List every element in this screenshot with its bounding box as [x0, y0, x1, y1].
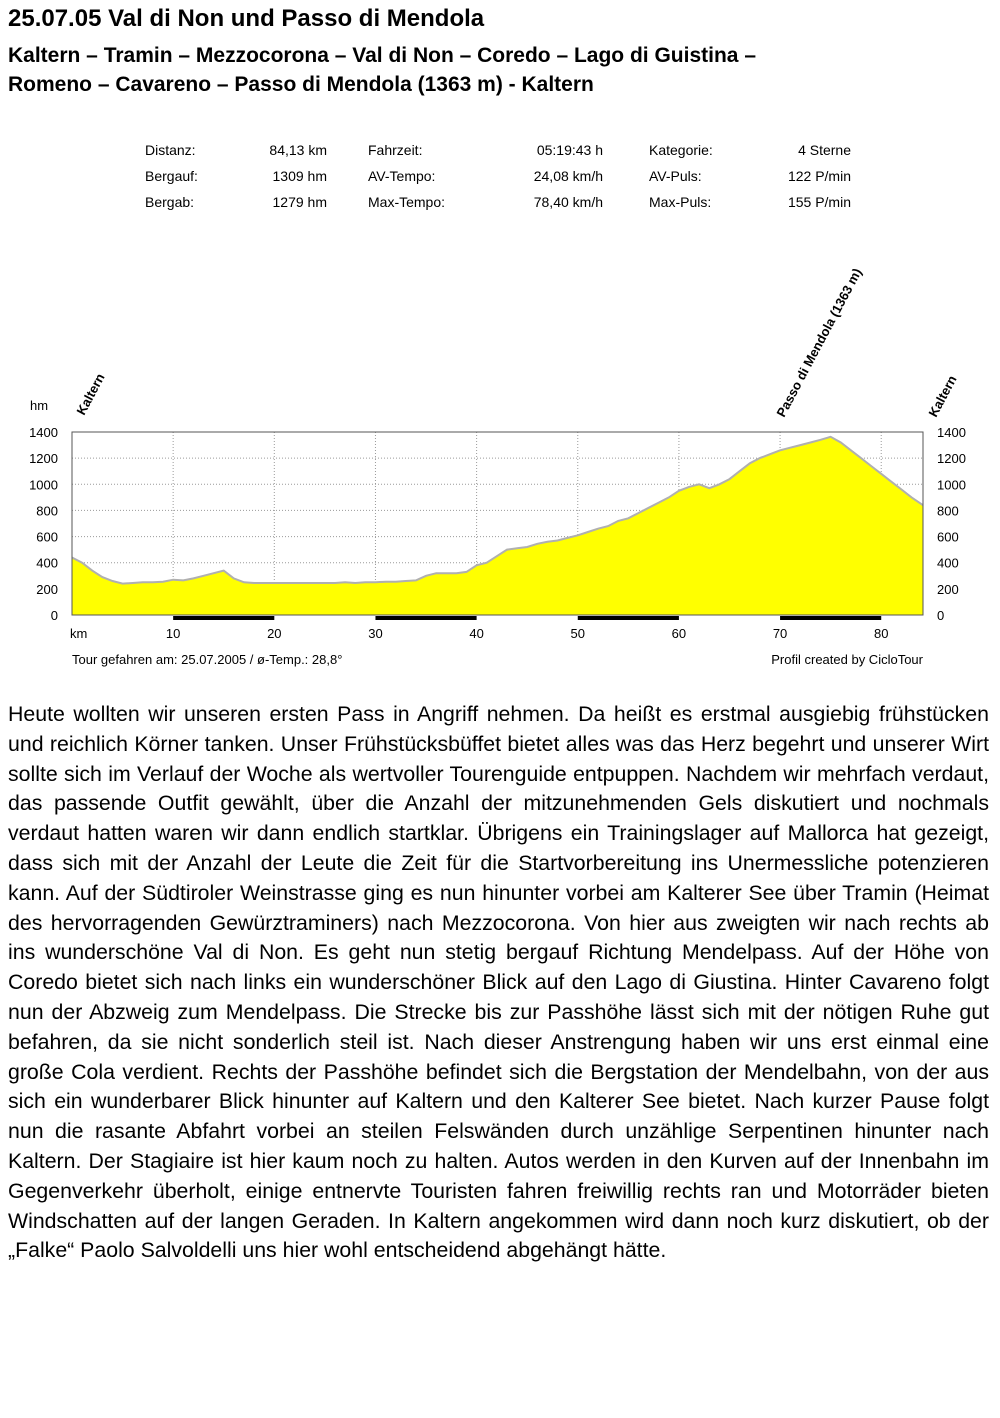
stat-label: AV-Tempo: [368, 168, 436, 184]
y-tick-label-left: 400 [36, 555, 58, 571]
stat-value: 84,13 km [269, 142, 327, 158]
stat-value: 78,40 km/h [533, 194, 603, 210]
place-label: Kaltern [925, 372, 960, 420]
x-tick-label: 20 [267, 626, 282, 641]
x-axis-unit: km [70, 626, 88, 641]
stat-label: Distanz: [145, 142, 196, 158]
y-tick-label-left: 1000 [29, 477, 58, 493]
stat-value: 1279 hm [272, 194, 327, 210]
stat-value: 24,08 km/h [533, 168, 603, 184]
stat-label: Bergauf: [145, 168, 198, 184]
stat-value: 4 Sterne [798, 142, 851, 158]
stat-value: 05:19:43 h [536, 142, 603, 158]
y-tick-label-left: 800 [36, 503, 58, 519]
y-tick-label-right: 1200 [937, 451, 966, 467]
y-tick-label-left: 1400 [29, 425, 58, 440]
elevation-profile-chart [0, 120, 1000, 680]
stat-label: Max-Puls: [649, 194, 712, 210]
x-tick-label: 70 [772, 626, 788, 641]
y-tick-label-left: 200 [36, 581, 58, 597]
x-tick-label: 40 [469, 626, 484, 641]
stat-label: AV-Puls: [649, 168, 702, 184]
stat-value: 122 P/min [787, 168, 851, 184]
y-tick-label-left: 1200 [29, 451, 58, 467]
tour-stats [145, 142, 851, 210]
stat-value: 155 P/min [787, 194, 851, 210]
y-axis-unit: hm [30, 398, 49, 413]
elevation-area [72, 437, 923, 615]
y-tick-label-right: 800 [937, 503, 959, 519]
stat-value: 1309 hm [272, 168, 327, 184]
distance-ruler-block [173, 616, 274, 620]
y-tick-label-right: 600 [937, 529, 959, 545]
distance-ruler-block [375, 616, 476, 620]
profile-credit: Profil created by CicloTour [771, 652, 923, 667]
route-subtitle [8, 41, 988, 99]
distance-ruler-block [780, 616, 881, 620]
x-tick-label: 50 [570, 626, 585, 641]
place-label: Passo di Mendola (1363 m) [773, 265, 865, 420]
trip-report-paragraph: Heute wollten wir unseren ersten Pass in Angriff nehmen. Da heißt es erstmal ausgiebig frühstücken und reichlich Körner tanken. Unser Frühstücksbüffet bietet alles was das Herz begehrt und unserer Wirt sollte sich im Verlauf der Woche als wertvoller Tourenguide entpuppen. Nachdem wir mehrfach verdaut, das passende Outfit gewählt, über die Anzahl der mitzunehmenden Gels diskutiert und nochmals verdaut hatten waren wir dann endlich startklar. Übrigens ein Trainingslager auf Mallorca hat gezeigt, dass sich mit der Anzahl der Leute die Zeit für die Startvorbereitung ins Unermessliche potenzieren kann. Auf der Südtiroler Weinstrasse ging es nun hinunter vorbei am Kalterer See über Tramin (Heimat des hervorragenden Gewürztraminers) nach Mezzocorona. Von hier aus zweigten wir nach rechts ab ins wunderschöne Val di Non. Es geht nun stetig bergauf Richtung Mendelpass. Auf der Höhe von Coredo bietet sich nach links ein wunderschöner Blick auf den Lago di Giustina. Hinter Cavareno folgt nun der Abzweig zum Mendelpass. Die Strecke bis zur Passhöhe lässt sich mit der nötigen Ruhe gut befahren, da sie nicht sonderlich steil ist. Nach dieser Anstrengung haben wir uns erst einmal eine große Cola verdient. Rechts der Passhöhe befindet sich die Bergstation der Mendelbahn, von der aus sich ein wunderbarer Blick hinunter auf Kaltern und den Kalterer See bietet. Nach kurzer Pause folgt nun die rasante Abfahrt vorbei an steilen Felswänden durch unzählige Serpentinen hinunter nach Kaltern. Der Stagiaire ist hier kaum noch zu halten. Autos werden in den Kurven auf der Innenbahn im Gegenverkehr überholt, einige entnervte Touristen fahren freiwillig rechts ran und Motorräder bieten Windschatten auf der langen Geraden. In Kaltern angekommen wird dann noch kurz diskutiert, ob der „Falke“ Paolo Salvoldelli uns hier wohl entscheidend abgehängt hätte. [8, 702, 989, 1263]
stat-label: Max-Tempo: [368, 194, 446, 210]
y-tick-label-right: 1400 [937, 425, 966, 440]
stat-label: Bergab: [145, 194, 195, 210]
x-tick-label: 60 [671, 626, 687, 641]
tour-date-temperature: Tour gefahren am: 25.07.2005 / ø-Temp.: 28,8° [72, 652, 343, 667]
stat-label: Fahrzeit: [368, 142, 423, 158]
page-title: 25.07.05 Val di Non und Passo di Mendola [8, 5, 485, 32]
x-tick-label: 80 [873, 626, 889, 641]
y-tick-label-right: 200 [937, 581, 959, 597]
place-label: Kaltern [73, 370, 108, 418]
chart-area-layer [72, 437, 923, 615]
y-tick-label-left: 600 [36, 529, 58, 545]
x-tick-label: 30 [368, 626, 383, 641]
x-tick-label: 10 [165, 626, 181, 641]
distance-ruler-block [578, 616, 679, 620]
y-tick-label-right: 1000 [937, 477, 966, 493]
place-labels [73, 266, 959, 420]
route-line: Romeno – Cavareno – Passo di Mendola (1363 m) - Kaltern [8, 73, 594, 96]
stat-label: Kategorie: [649, 142, 713, 158]
y-tick-label-right: 0 [937, 608, 945, 623]
y-tick-label-right: 400 [937, 555, 959, 571]
route-line: Kaltern – Tramin – Mezzocorona – Val di Non – Coredo – Lago di Guistina – [8, 44, 756, 67]
y-tick-label-left: 0 [50, 608, 58, 623]
